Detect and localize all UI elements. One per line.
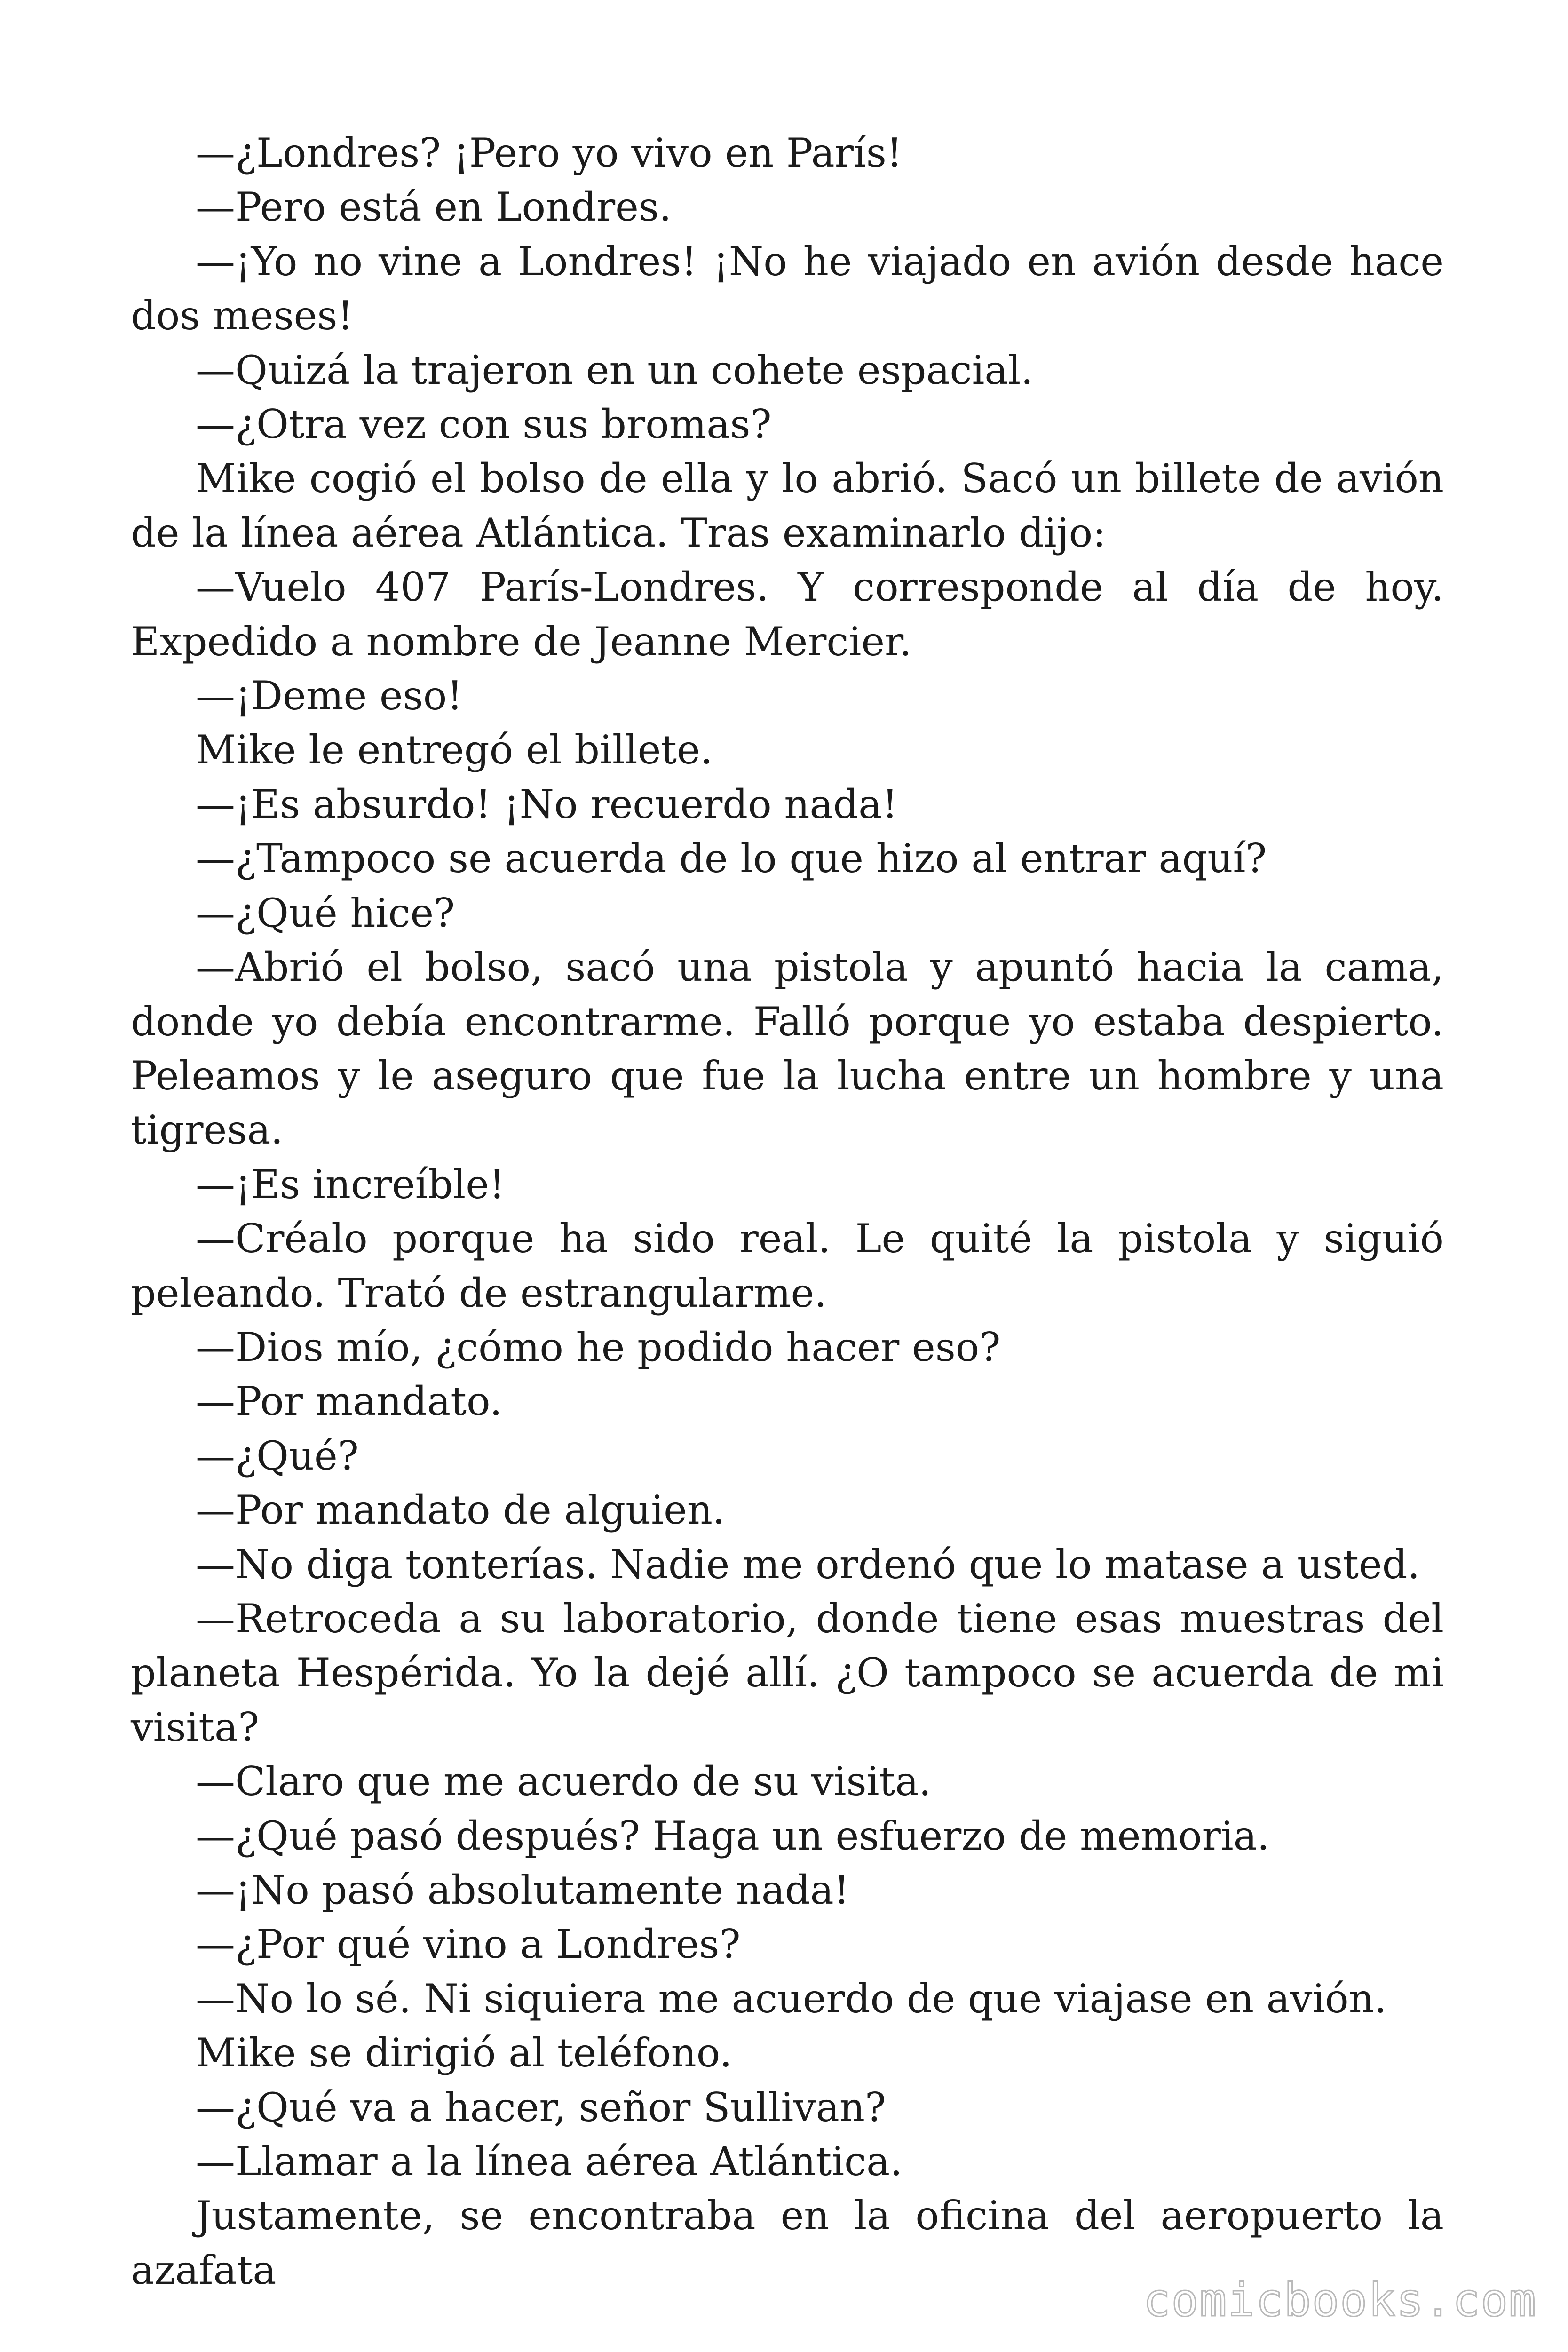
paragraph: —¡Deme eso! xyxy=(196,673,463,719)
paragraph: —Créalo porque ha sido real. Le quité la pistola y siguió peleando. Trató de estrangularme. xyxy=(131,1216,1444,1316)
paragraph: —¿Qué? xyxy=(196,1432,359,1479)
paragraph: —Llamar a la línea aérea Atlántica. xyxy=(196,2138,903,2185)
paragraph: —¿Londres? ¡Pero yo vivo en París! xyxy=(196,130,903,176)
paragraph: —¿Otra vez con sus bromas? xyxy=(196,401,772,448)
paragraph: —¡Es increíble! xyxy=(196,1161,505,1208)
paragraph: —Abrió el bolso, sacó una pistola y apuntó hacia la cama, donde yo debía encontrarme. Falló porque yo estaba despierto. Peleamos y le aseguro que fue la lucha entre un hombre y una tigresa. xyxy=(131,944,1444,1153)
paragraph: —Retroceda a su laboratorio, donde tiene esas muestras del planeta Hespérida. Yo la dejé allí. ¿O tampoco se acuerda de mi visita? xyxy=(131,1595,1444,1750)
paragraph: —¡Yo no vine a Londres! ¡No he viajado en avión desde hace dos meses! xyxy=(131,238,1444,339)
paragraph: —¿Por qué vino a Londres? xyxy=(196,1921,741,1968)
paragraph: —¿Qué va a hacer, señor Sullivan? xyxy=(196,2084,886,2130)
paragraph: —Dios mío, ¿cómo he podido hacer eso? xyxy=(196,1324,1001,1370)
paragraph: —¡No pasó absolutamente nada! xyxy=(196,1867,850,1913)
paragraph: Mike cogió el bolso de ella y lo abrió. Sacó un billete de avión de la línea aérea Atlántica. Tras examinarlo dijo: xyxy=(131,455,1444,556)
paragraph: —¿Tampoco se acuerda de lo que hizo al entrar aquí? xyxy=(196,835,1267,882)
paragraph: —No diga tonterías. Nadie me ordenó que lo matase a usted. xyxy=(196,1541,1420,1588)
page-body-text xyxy=(131,126,1444,2297)
paragraph: —Pero está en Londres. xyxy=(196,184,672,230)
paragraph: Mike le entregó el billete. xyxy=(196,727,713,773)
paragraph: Mike se dirigió al teléfono. xyxy=(196,2030,732,2076)
paragraph: —Vuelo 407 París-Londres. Y corresponde al día de hoy. Expedido a nombre de Jeanne Mercier. xyxy=(131,564,1444,665)
paragraph: —Quizá la trajeron en un cohete espacial. xyxy=(196,347,1034,393)
paragraph: —¿Qué pasó después? Haga un esfuerzo de memoria. xyxy=(196,1812,1270,1859)
paragraph: —¡Es absurdo! ¡No recuerdo nada! xyxy=(196,781,898,827)
paragraph: Justamente, se encontraba en la oficina del aeropuerto la azafata xyxy=(131,2193,1444,2293)
paragraph: —¿Qué hice? xyxy=(196,890,455,936)
paragraph: —No lo sé. Ni siquiera me acuerdo de que viajase en avión. xyxy=(196,1975,1387,2022)
watermark-text: comicbooks.com xyxy=(1143,2274,1537,2327)
paragraph: —Por mandato de alguien. xyxy=(196,1487,725,1534)
paragraph: —Claro que me acuerdo de su visita. xyxy=(196,1758,932,1805)
paragraph: —Por mandato. xyxy=(196,1378,502,1425)
